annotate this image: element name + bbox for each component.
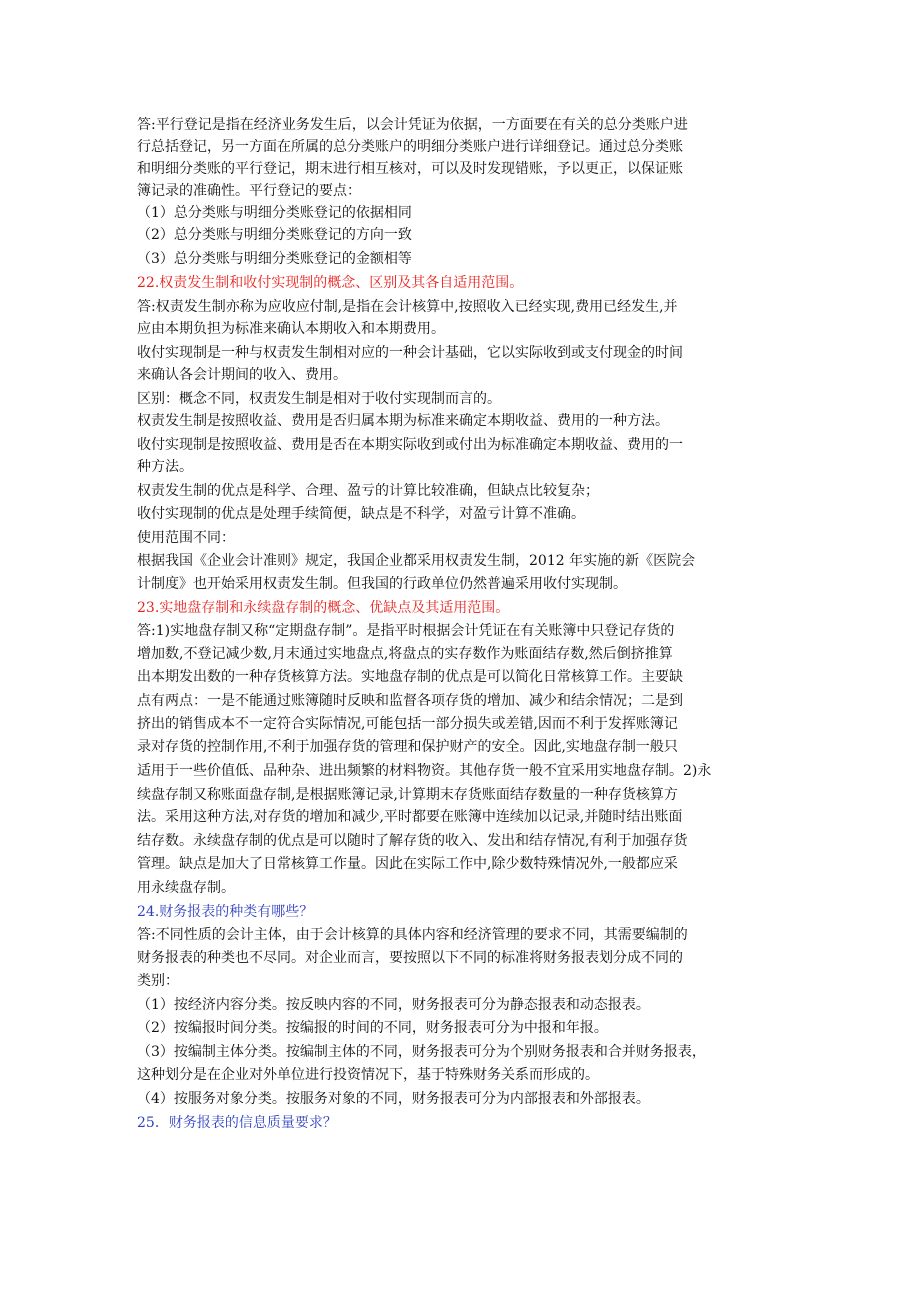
paragraph-line: 使用范围不同： (137, 530, 235, 546)
section-heading: 23.实地盘存制和永续盘存制的概念、优缺点及其适用范围。 (137, 600, 510, 616)
paragraph-line: 答:1)实地盘存制又称“定期盘存制”。是指平时根据会计凭证在有关账簿中只登记存货的 (137, 623, 675, 639)
paragraph-line: （3）按编制主体分类。按编制主体的不同，财务报表可分为个别财务报表和合并财务报表， (137, 1044, 706, 1060)
paragraph-line: 类别： (137, 973, 179, 989)
paragraph-line: 根据我国《企业会计准则》规定，我国企业都采用权责发生制，2012 年实施的新《医院会 (137, 553, 696, 569)
paragraph-line: 出本期发出数的一种存货核算方法。实地盘存制的优点是可以简化日常核算工作。主要缺 (137, 669, 683, 685)
paragraph-line: 收付实现制是一种与权责发生制相对应的一种会计基础，它以实际收到或支付现金的时间 (137, 345, 683, 361)
paragraph-line: 结存数。永续盘存制的优点是可以随时了解存货的收入、发出和结存情况,有利于加强存货 (137, 833, 688, 849)
paragraph-line: （1）按经济内容分类。按反映内容的不同，财务报表可分为静态报表和动态报表。 (137, 997, 650, 1013)
section-heading: 22.权责发生制和收付实现制的概念、区别及其各自适用范围。 (137, 275, 524, 291)
paragraph-line: 来确认各会计期间的收入、费用。 (137, 367, 347, 383)
paragraph-line: 和明细分类账的平行登记，期末进行相互核对，可以及时发现错账，予以更正，以保证账 (137, 161, 683, 177)
paragraph-line: 收付实现制的优点是处理手续简便，缺点是不科学，对盈亏计算不准确。 (137, 506, 585, 522)
paragraph-line: （2）总分类账与明细分类账登记的方向一致 (137, 227, 412, 243)
paragraph-line: 收付实现制是按照收益、费用是否在本期实际收到或付出为标准确定本期收益、费用的一 (137, 437, 683, 453)
paragraph-line: 应由本期负担为标准来确认本期收入和本期费用。 (137, 321, 445, 337)
section-heading: 24.财务报表的种类有哪些？ (137, 904, 314, 920)
section-heading: 25．财务报表的信息质量要求？ (137, 1115, 337, 1131)
paragraph-line: 法。采用这种方法,对存货的增加和减少,平时都要在账簿中连续加以记录,并随时结出账面 (137, 809, 683, 825)
paragraph-line: 适用于一些价值低、品种杂、进出频繁的材料物资。其他存货一般不宜采用实地盘存制。2)永 (137, 763, 712, 779)
paragraph-line: 权责发生制是按照收益、费用是否归属本期为标准来确定本期收益、费用的一种方法。 (137, 413, 669, 429)
paragraph-line: 增加数,不登记减少数,月末通过实地盘点,将盘点的实存数作为账面结存数,然后倒挤推算 (137, 646, 673, 662)
paragraph-line: 管理。缺点是加大了日常核算工作量。因此在实际工作中,除少数特殊情况外,一般都应采 (137, 856, 678, 872)
paragraph-line: 答:权责发生制亦称为应收应付制,是指在会计核算中,按照收入已经实现,费用已经发生,并 (137, 299, 678, 315)
paragraph-line: 财务报表的种类也不尽同。对企业而言，要按照以下不同的标准将财务报表划分成不同的 (137, 950, 683, 966)
paragraph-line: 续盘存制又称账面盘存制,是根据账簿记录,计算期末存货账面结存数量的一种存货核算方 (137, 787, 678, 803)
paragraph-line: 录对存货的控制作用,不利于加强存货的管理和保护财产的安全。因此,实地盘存制一般只 (137, 739, 678, 755)
paragraph-line: （4）按服务对象分类。按服务对象的不同，财务报表可分为内部报表和外部报表。 (137, 1091, 650, 1107)
paragraph-line: （2）按编报时间分类。按编报的时间的不同，财务报表可分为中报和年报。 (137, 1020, 608, 1036)
paragraph-line: 簿记录的准确性。平行登记的要点： (137, 183, 361, 199)
paragraph-line: 挤出的销售成本不一定符合实际情况,可能包括一部分损失或差错,因而不利于发挥账簿记 (137, 716, 678, 732)
paragraph-line: 区别：概念不同，权责发生制是相对于收付实现制而言的。 (137, 391, 501, 407)
paragraph-line: 答:平行登记是指在经济业务发生后，以会计凭证为依据，一方面要在有关的总分类账户进 (137, 117, 688, 133)
paragraph-line: 行总括登记，另一方面在所属的总分类账户的明细分类账户进行详细登记。通过总分类账 (137, 139, 683, 155)
paragraph-line: （3）总分类账与明细分类账登记的金额相等 (137, 251, 412, 267)
paragraph-line: 这种划分是在企业对外单位进行投资情况下，基于特殊财务关系而形成的。 (137, 1067, 599, 1083)
paragraph-line: 用永续盘存制。 (137, 880, 235, 896)
paragraph-line: （1）总分类账与明细分类账登记的依据相同 (137, 205, 412, 221)
paragraph-line: 计制度》也开始采用权责发生制。但我国的行政单位仍然普遍采用收付实现制。 (137, 576, 627, 592)
paragraph-line: 答:不同性质的会计主体，由于会计核算的具体内容和经济管理的要求不同，其需要编制的 (137, 927, 688, 943)
paragraph-line: 点有两点：一是不能通过账簿随时反映和监督各项存货的增加、减少和结余情况；二是到 (137, 693, 683, 709)
paragraph-line: 种方法。 (137, 459, 193, 475)
paragraph-line: 权责发生制的优点是科学、合理、盈亏的计算比较准确，但缺点比较复杂； (137, 483, 599, 499)
